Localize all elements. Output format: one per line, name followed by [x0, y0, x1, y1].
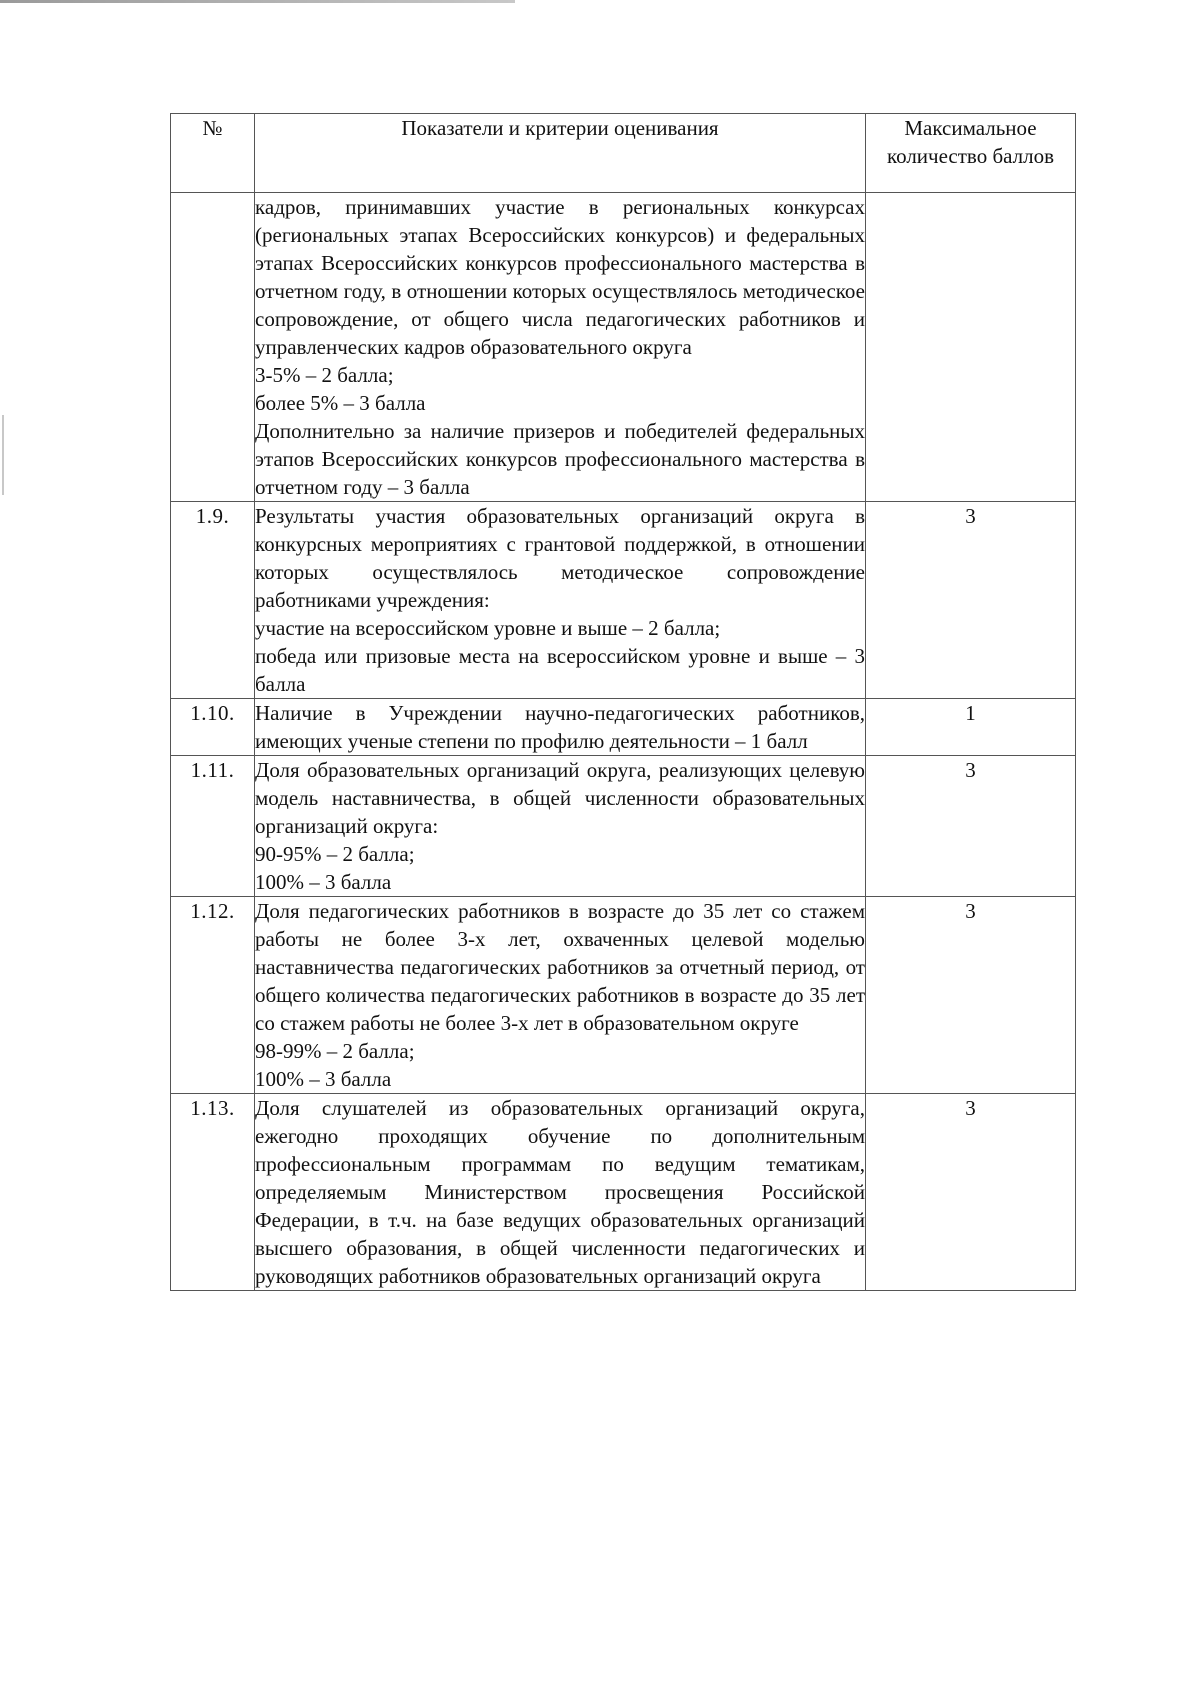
criteria-line: 100% – 3 балла — [255, 1067, 392, 1091]
table-header-row — [171, 114, 1076, 193]
row-number: 1.10. — [171, 699, 255, 756]
row-criteria — [255, 699, 866, 756]
row-criteria — [255, 193, 866, 502]
criteria-paragraph: Наличие в Учреждении научно-педагогических работников, имеющих ученые степени по профилю деятельности – 1 балл — [255, 701, 865, 753]
row-max-score: 1 — [866, 699, 1076, 756]
header-max-score — [866, 114, 1076, 193]
criteria-line: 90-95% – 2 балла; — [255, 842, 415, 866]
row-max-score: 3 — [866, 756, 1076, 897]
scan-edge-left — [2, 415, 4, 495]
row-number — [171, 193, 255, 502]
table-row — [171, 1094, 1076, 1291]
table-row — [171, 193, 1076, 502]
header-max-score-line1: Максимальное — [904, 116, 1037, 140]
criteria-paragraph: Доля педагогических работников в возрасте до 35 лет со стажем работы не более 3-х лет, охваченных целевой моделью наставничества педагогических работников за отчетный период, от общего количества педагогических работников в возрасте до 35 лет со стажем работы не более 3-х лет в образовательном округе — [255, 899, 865, 1035]
criteria-line: 100% – 3 балла — [255, 870, 392, 894]
row-max-score: 3 — [866, 897, 1076, 1094]
criteria-paragraph: Доля образовательных организаций округа, реализующих целевую модель наставничества, в общей численности образовательных организаций округа: — [255, 758, 865, 838]
table-row — [171, 756, 1076, 897]
header-criteria: Показатели и критерии оценивания — [255, 114, 866, 193]
criteria-paragraph: победа или призовые места на всероссийском уровне и выше – 3 балла — [255, 644, 865, 696]
row-max-score — [866, 193, 1076, 502]
row-number: 1.9. — [171, 502, 255, 699]
criteria-line: 3-5% – 2 балла; — [255, 363, 394, 387]
row-criteria — [255, 502, 866, 699]
header-number: № — [171, 114, 255, 193]
row-number: 1.11. — [171, 756, 255, 897]
row-number: 1.13. — [171, 1094, 255, 1291]
criteria-line: участие на всероссийском уровне и выше – 2 балла; — [255, 616, 721, 640]
criteria-line: более 5% – 3 балла — [255, 391, 426, 415]
header-max-score-line2: количество баллов — [886, 144, 1055, 168]
row-criteria — [255, 756, 866, 897]
criteria-paragraph: Дополнительно за наличие призеров и победителей федеральных этапов Всероссийских конкурсов профессионального мастерства в отчетном году – 3 балла — [255, 419, 865, 499]
table-row — [171, 699, 1076, 756]
table-row — [171, 897, 1076, 1094]
criteria-table — [170, 113, 1076, 1291]
criteria-paragraph: Доля слушателей из образовательных организаций округа, ежегодно проходящих обучение по дополнительным профессиональным программам по ведущим тематикам, определяемым Министерством просвещения Российской Федерации, в т.ч. на базе ведущих образовательных организаций высшего образования, в общей численности педагогических и руководящих работников образовательных организаций округа — [255, 1096, 865, 1288]
row-criteria — [255, 897, 866, 1094]
criteria-paragraph: Результаты участия образовательных организаций округа в конкурсных мероприятиях с грантовой поддержкой, в отношении которых осуществлялось методическое сопровождение работниками учреждения: — [255, 504, 865, 612]
criteria-line: 98-99% – 2 балла; — [255, 1039, 415, 1063]
row-criteria — [255, 1094, 866, 1291]
scan-edge-top — [0, 0, 515, 3]
table-row — [171, 502, 1076, 699]
row-max-score: 3 — [866, 1094, 1076, 1291]
row-number: 1.12. — [171, 897, 255, 1094]
criteria-paragraph: кадров, принимавших участие в региональных конкурсах (региональных этапах Всероссийских конкурсов) и федеральных этапах Всероссийских конкурсов профессионального мастерства в отчетном году, в отношении которых осуществлялось методическое сопровождение, от общего числа педагогических работников и управленческих кадров образовательного округа — [255, 195, 865, 359]
row-max-score: 3 — [866, 502, 1076, 699]
